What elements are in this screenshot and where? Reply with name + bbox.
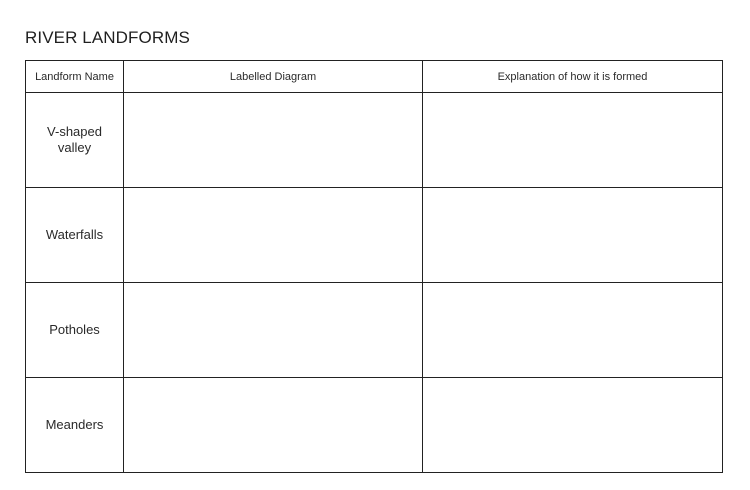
diagram-cell[interactable] (124, 93, 423, 188)
explanation-cell[interactable] (423, 283, 723, 378)
diagram-cell[interactable] (124, 283, 423, 378)
explanation-cell[interactable] (423, 93, 723, 188)
header-labelled-diagram: Labelled Diagram (124, 61, 423, 93)
landform-name-cell (26, 378, 124, 473)
page-title: RIVER LANDFORMS (25, 28, 190, 47)
landform-name-cell (26, 188, 124, 283)
landforms-table (25, 60, 723, 473)
table-row (26, 283, 723, 378)
explanation-cell[interactable] (423, 188, 723, 283)
diagram-cell[interactable] (124, 378, 423, 473)
table-header-row (26, 61, 723, 93)
table-row (26, 378, 723, 473)
table-row (26, 93, 723, 188)
landform-name-cell (26, 93, 124, 188)
explanation-cell[interactable] (423, 378, 723, 473)
landform-name: Potholes (49, 322, 100, 337)
header-landform-name: Landform Name (26, 61, 124, 93)
table-row (26, 188, 723, 283)
diagram-cell[interactable] (124, 188, 423, 283)
header-explanation: Explanation of how it is formed (423, 61, 723, 93)
landform-name: Waterfalls (45, 227, 104, 242)
landform-name: Meanders (45, 417, 104, 432)
landform-name-cell (26, 283, 124, 378)
landform-name: V-shaped valley (47, 124, 102, 155)
